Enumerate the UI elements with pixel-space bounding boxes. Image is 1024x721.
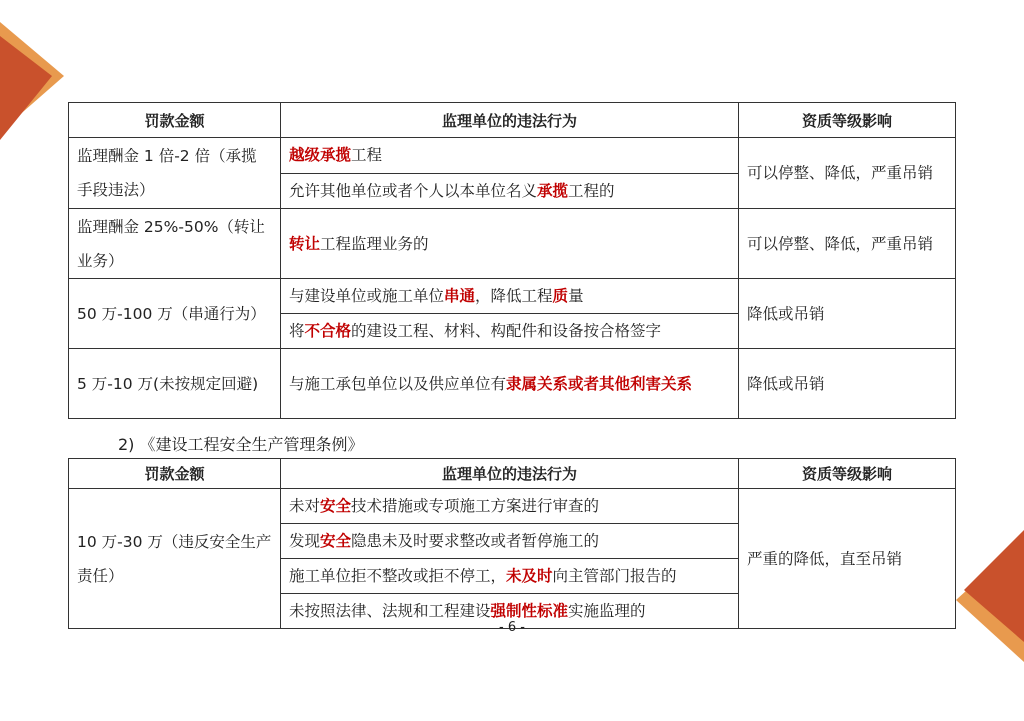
highlight-keyword: 质 <box>552 287 569 305</box>
violation-text: 与施工承包单位以及供应单位有 <box>289 374 507 393</box>
impact-cell: 严重的降低，直至吊销 <box>739 489 956 629</box>
penalty-table-2 <box>68 458 956 629</box>
fine-cell: 5 万-10 万(未按规定回避) <box>69 349 281 419</box>
highlight-keyword: 不合格 <box>304 322 352 340</box>
section-subtitle: 2) 《建设工程安全生产管理条例》 <box>118 435 364 454</box>
highlight-keyword: 转让 <box>289 234 321 253</box>
violation-cell <box>281 173 739 209</box>
violation-cell <box>281 209 739 279</box>
highlight-keyword: 安全 <box>320 532 352 550</box>
violation-text: 工程的 <box>568 181 615 200</box>
violation-text: 技术措施或专项施工方案进行审查的 <box>351 497 600 515</box>
table-row <box>69 279 956 314</box>
fine-cell: 50 万-100 万（串通行为） <box>69 279 281 349</box>
header-violation: 监理单位的违法行为 <box>281 459 739 489</box>
violation-cell <box>281 559 739 594</box>
highlight-keyword: 安全 <box>320 497 352 515</box>
header-impact: 资质等级影响 <box>739 103 956 138</box>
header-impact: 资质等级影响 <box>739 459 956 489</box>
highlight-keyword: 强制性标准 <box>490 602 569 620</box>
violation-cell <box>281 279 739 314</box>
impact-cell: 可以停整、降低，严重吊销 <box>739 209 956 279</box>
violation-text: 施工单位拒不整改或拒不停工， <box>289 567 507 585</box>
violation-text: 向主管部门报告的 <box>552 567 677 585</box>
fine-cell: 监理酬金 1 倍-2 倍（承揽手段违法） <box>69 138 281 209</box>
header-fine: 罚款金额 <box>69 459 281 489</box>
violation-text: 与建设单位或施工单位 <box>289 287 445 305</box>
violation-text: 发现 <box>289 532 321 550</box>
impact-cell: 降低或吊销 <box>739 279 956 349</box>
violation-text: 工程 <box>351 146 383 165</box>
impact-cell: 降低或吊销 <box>739 349 956 419</box>
violation-text: 隐患未及时要求整改或者暂停施工的 <box>351 532 600 550</box>
impact-cell: 可以停整、降低，严重吊销 <box>739 138 956 209</box>
page-number: - 6 - <box>499 620 525 635</box>
fine-cell: 10 万-30 万（违反安全生产责任） <box>69 489 281 629</box>
header-fine: 罚款金额 <box>69 103 281 138</box>
highlight-keyword: 未及时 <box>506 567 553 585</box>
corner-decoration-bottom-right <box>944 530 1024 670</box>
violation-cell <box>281 524 739 559</box>
highlight-keyword: 越级承揽 <box>289 146 352 165</box>
violation-text: 未对 <box>289 497 321 515</box>
table-row <box>69 489 956 524</box>
header-violation: 监理单位的违法行为 <box>281 103 739 138</box>
highlight-keyword: 串通 <box>444 287 476 305</box>
violation-text: 量 <box>568 287 584 305</box>
table-row <box>69 209 956 279</box>
violation-text: 工程监理业务的 <box>320 234 429 253</box>
violation-cell <box>281 314 739 349</box>
violation-text: 实施监理的 <box>568 602 646 620</box>
violation-cell <box>281 138 739 174</box>
highlight-keyword: 隶属关系或者其他利害关系 <box>506 374 693 393</box>
violation-text: 的建设工程、材料、构配件和设备按合格签字 <box>351 322 662 340</box>
violation-cell <box>281 349 739 419</box>
violation-cell <box>281 489 739 524</box>
violation-text: 允许其他单位或者个人以本单位名义 <box>289 181 538 200</box>
violation-text: ，降低工程 <box>475 287 553 305</box>
violation-text: 未按照法律、法规和工程建设 <box>289 602 491 620</box>
penalty-table-1 <box>68 102 956 419</box>
table-row <box>69 349 956 419</box>
table-row <box>69 138 956 174</box>
fine-cell: 监理酬金 25%-50%（转让业务） <box>69 209 281 279</box>
highlight-keyword: 承揽 <box>537 181 569 200</box>
violation-text: 将 <box>289 322 305 340</box>
